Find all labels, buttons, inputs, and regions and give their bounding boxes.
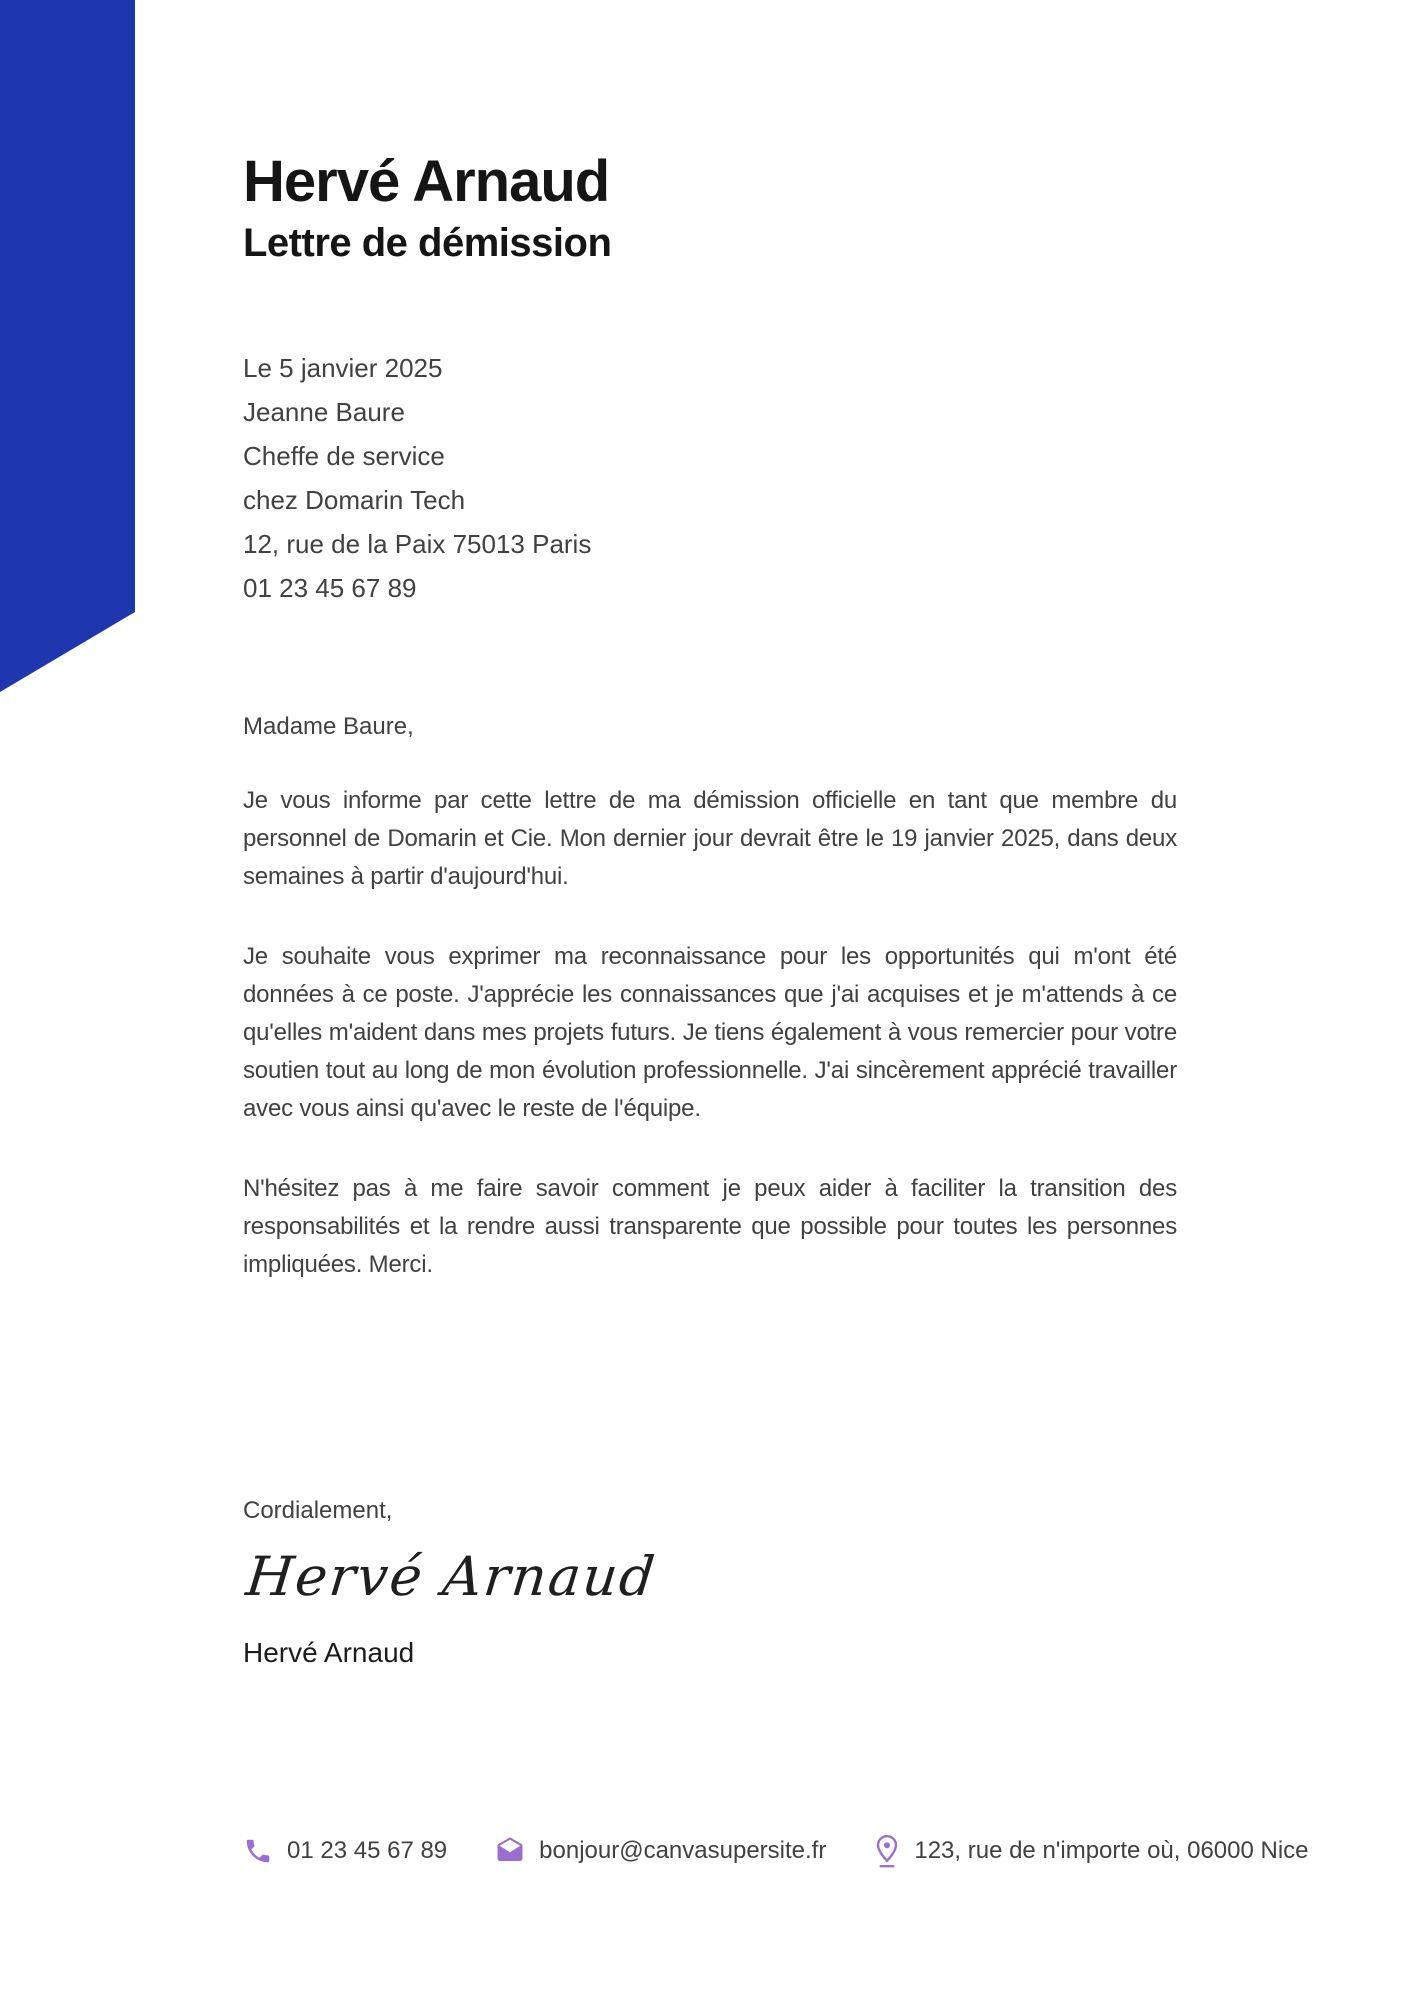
footer-address-item	[874, 1834, 1308, 1868]
recipient-address: 12, rue de la Paix 75013 Paris	[243, 529, 592, 559]
footer-email-item	[495, 1836, 826, 1866]
paragraph-1: Je vous informe par cette lettre de ma démission officielle en tant que membre du personnel de Domarin et Cie. Mon dernier jour devrait être le 19 janvier 2025, dans deux semaines à partir d'aujourd'hui.	[243, 787, 1177, 890]
envelope-icon	[495, 1836, 525, 1866]
signature-printed-name: Hervé Arnaud	[243, 1637, 415, 1668]
recipient-phone: 01 23 45 67 89	[243, 573, 417, 603]
letter-header	[243, 150, 611, 266]
paragraph-3: N'hésitez pas à me faire savoir comment je peux aider à faciliter la transition des responsabilités et la rendre aussi transparente que possible pour toutes les personnes impliquées. Merci.	[243, 1175, 1177, 1278]
closing-salutation: Cordialement,	[243, 1497, 393, 1524]
footer-email-text: bonjour@canvasupersite.fr	[539, 1837, 827, 1864]
date-line: Le 5 janvier 2025	[243, 353, 443, 383]
paragraph-2: Je souhaite vous exprimer ma reconnaissance pour les opportunités qui m'ont été données à ce poste. J'apprécie les connaissances que j'ai acquises et je m'attends à ce qu'elles m'aident dans mes projets futurs. Je tiens également à vous remercier pour votre soutien tout au long de mon évolution professionnelle. J'ai sincèrement apprécié travailler avec vous ainsi qu'avec le reste de l'équipe.	[243, 943, 1177, 1122]
recipient-title: Cheffe de service	[243, 441, 445, 471]
salutation: Madame Baure,	[243, 713, 414, 740]
contact-footer	[243, 1822, 1309, 1880]
recipient-company: chez Domarin Tech	[243, 485, 466, 515]
recipient-name: Jeanne Baure	[243, 397, 405, 427]
letter-body	[243, 708, 1177, 1326]
handwritten-signature: Hervé Arnaud	[243, 1545, 660, 1608]
location-pin-icon	[874, 1834, 900, 1868]
footer-phone-item	[243, 1836, 447, 1866]
recipient-block	[243, 346, 591, 610]
footer-phone-text: 01 23 45 67 89	[287, 1837, 448, 1864]
footer-address-text: 123, rue de n'importe où, 06000 Nice	[914, 1837, 1309, 1864]
closing-block	[243, 1492, 660, 1670]
document-type-subtitle: Lettre de démission	[243, 221, 612, 265]
phone-icon	[243, 1836, 273, 1866]
blue-accent-ribbon	[0, 0, 135, 692]
sender-name-title: Hervé Arnaud	[243, 149, 610, 214]
